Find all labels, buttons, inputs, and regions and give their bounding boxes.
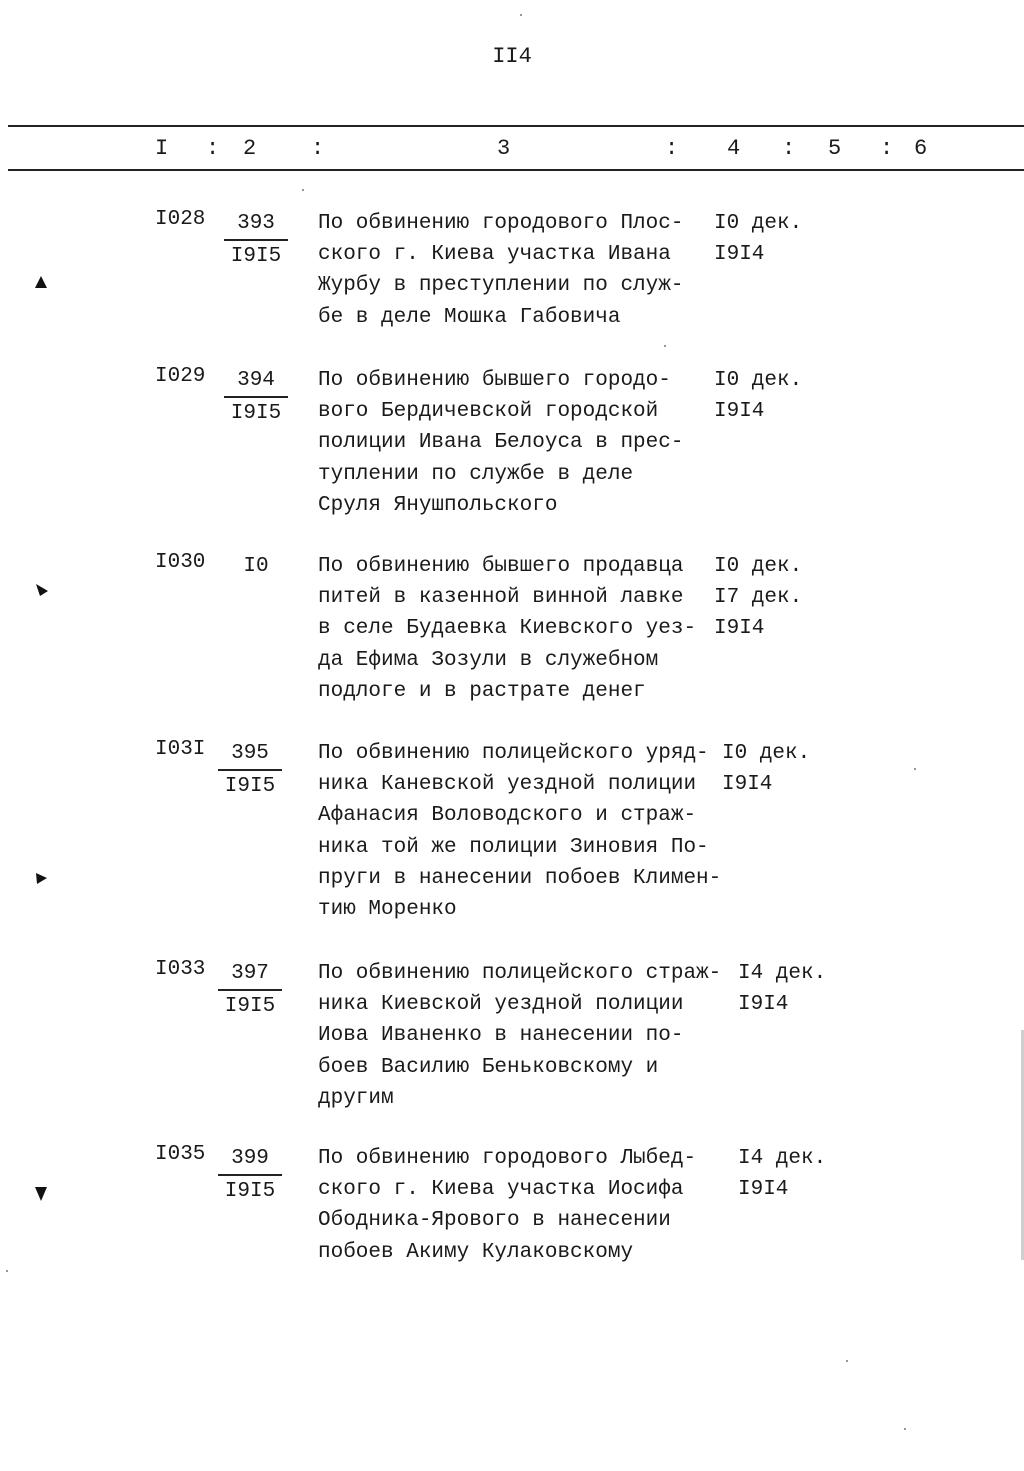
sheet-number: 395 <box>218 738 282 771</box>
case-description <box>318 738 722 925</box>
archive-reference <box>216 551 296 582</box>
archive-reference <box>210 738 290 802</box>
date-line: I0 дек. <box>722 742 811 765</box>
scan-speck <box>302 189 304 191</box>
entry-number: I029 <box>155 365 206 388</box>
binding-hole-mark <box>34 582 46 594</box>
column-separator: : <box>206 136 220 161</box>
column-separator: : <box>782 136 796 161</box>
date-line: I4 дек. <box>738 962 827 985</box>
sheet-number: 397 <box>218 958 282 991</box>
case-description <box>318 551 718 707</box>
description-line: боев Василию Беньковскому и <box>318 1055 659 1079</box>
description-line: да Ефима Зозули в служебном <box>318 648 659 672</box>
archive-year: I9I5 <box>230 245 282 268</box>
description-line: ника той же полиции Зиновия По- <box>318 835 709 859</box>
case-dates <box>738 958 826 1020</box>
case-description <box>318 365 718 521</box>
scan-speck <box>914 768 916 770</box>
description-line: Ободника-Ярового в нанесении <box>318 1209 671 1233</box>
case-description <box>318 1143 718 1268</box>
description-line: ского г. Киева участка Иосифа <box>318 1178 684 1202</box>
table-header-rule <box>8 169 1024 171</box>
date-line: I9I4 <box>722 773 773 797</box>
column-separator: : <box>880 136 894 161</box>
column-header-1: I <box>155 136 169 161</box>
case-dates <box>714 551 802 645</box>
archive-reference <box>216 365 296 429</box>
date-line: I0 дек. <box>714 369 803 392</box>
description-line: другим <box>318 1086 394 1110</box>
description-line: пруги в нанесении побоев Климен- <box>318 866 722 890</box>
column-separator: : <box>311 136 325 161</box>
sheet-number: 399 <box>218 1143 282 1176</box>
date-line: I9I4 <box>714 400 765 424</box>
archive-year: I9I5 <box>224 995 276 1018</box>
case-description <box>318 208 718 333</box>
column-header-3: 3 <box>497 136 511 161</box>
date-line: I9I4 <box>714 243 765 267</box>
entry-number: I030 <box>155 551 206 574</box>
description-line: побоев Акиму Кулаковскому <box>318 1240 634 1264</box>
case-dates <box>714 365 802 427</box>
binding-hole-mark <box>34 872 46 884</box>
scan-speck <box>846 1360 848 1362</box>
description-line: ника Киевской уездной полиции <box>318 993 684 1017</box>
entry-number: I033 <box>155 958 206 981</box>
sheet-number: 394 <box>224 365 288 398</box>
description-line: Журбу в преступлении по служ- <box>318 274 684 298</box>
date-line: I9I4 <box>714 617 765 641</box>
binding-hole-mark <box>34 1186 46 1198</box>
description-line: По обвинению бывшего городо- <box>318 369 671 392</box>
description-line: в селе Будаевка Киевского уез- <box>318 617 697 641</box>
case-description <box>318 958 722 1114</box>
column-header-6: 6 <box>914 136 928 161</box>
description-line: полиции Ивана Белоуса в прес- <box>318 431 684 455</box>
description-line: Афанасия Воловодского и страж- <box>318 804 697 828</box>
scan-speck <box>664 345 666 347</box>
description-line: питей в казенной винной лавке <box>318 586 684 610</box>
description-line: Сруля Янушпольского <box>318 493 558 517</box>
archive-reference <box>216 208 296 272</box>
column-header-5: 5 <box>828 136 842 161</box>
entry-number: I035 <box>155 1143 206 1166</box>
description-line: По обвинению полицейского страж- <box>318 962 722 985</box>
description-line: туплении по службе в деле <box>318 462 634 486</box>
scan-speck <box>904 1428 906 1430</box>
sheet-number: I0 <box>243 555 269 578</box>
case-dates <box>738 1143 826 1205</box>
entry-number: I03I <box>155 738 206 761</box>
description-line: По обвинению городового Плос- <box>318 212 684 235</box>
description-line: бе в деле Мошка Габовича <box>318 305 621 329</box>
archive-year: I9I5 <box>224 1180 276 1203</box>
date-line: I4 дек. <box>738 1147 827 1170</box>
description-line: ского г. Киева участка Ивана <box>318 243 671 267</box>
table-top-rule <box>8 125 1024 127</box>
description-line: По обвинению полицейского уряд- <box>318 742 709 765</box>
description-line: По обвинению бывшего продавца <box>318 555 684 578</box>
description-line: подлоге и в растрате денег <box>318 679 646 703</box>
page-number: II4 <box>492 44 532 69</box>
date-line: I0 дек. <box>714 212 803 235</box>
entry-number: I028 <box>155 208 206 231</box>
binding-hole-mark <box>34 275 46 287</box>
date-line: I9I4 <box>738 993 789 1017</box>
description-line: Иова Иваненко в нанесении по- <box>318 1024 684 1048</box>
case-dates <box>722 738 810 800</box>
date-line: I7 дек. <box>714 586 803 610</box>
description-line: ника Каневской уездной полиции <box>318 773 697 797</box>
description-line: тию Моренко <box>318 898 457 922</box>
sheet-number: 393 <box>224 208 288 241</box>
archive-reference <box>210 958 290 1022</box>
column-header-2: 2 <box>243 136 257 161</box>
scan-speck <box>6 1270 8 1272</box>
archive-year: I9I5 <box>230 402 282 425</box>
archive-year: I9I5 <box>224 775 276 798</box>
column-separator: : <box>665 136 679 161</box>
date-line: I0 дек. <box>714 555 803 578</box>
description-line: вого Бердичевской городской <box>318 400 659 424</box>
case-dates <box>714 208 802 270</box>
archive-reference <box>210 1143 290 1207</box>
scan-speck <box>520 14 522 16</box>
column-header-4: 4 <box>727 136 741 161</box>
date-line: I9I4 <box>738 1178 789 1202</box>
description-line: По обвинению городового Лыбед- <box>318 1147 697 1170</box>
